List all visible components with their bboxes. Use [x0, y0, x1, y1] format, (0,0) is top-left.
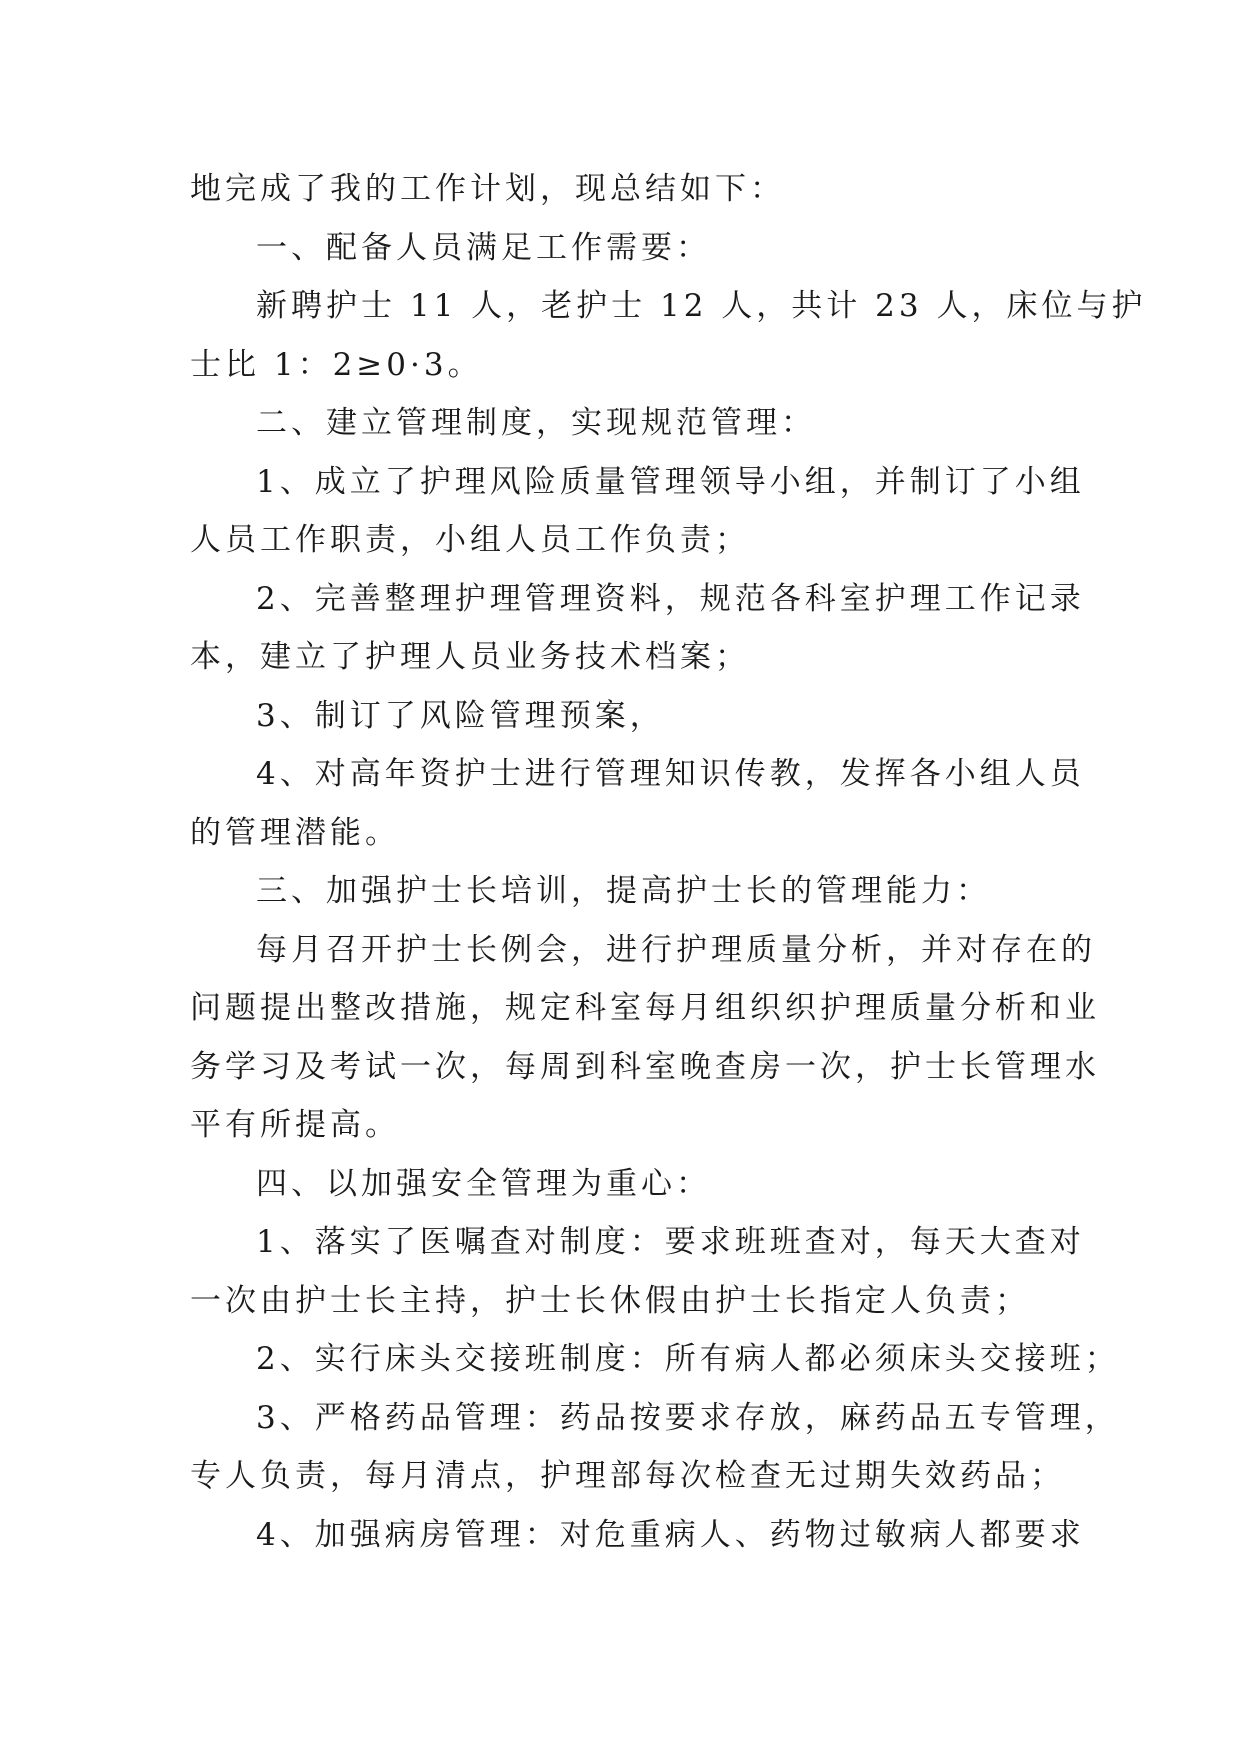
text-line-11: 4、对高年资护士进行管理知识传教，发挥各小组人员	[256, 756, 1085, 792]
text-line-16: 务学习及考试一次，每周到科室晚查房一次，护士长管理水	[190, 1048, 1100, 1085]
text-line-3: 新聘护士 11 人，老护士 12 人，共计 23 人，床位与护	[256, 288, 1147, 324]
text-line-4: 士比 1：2≥0·3。	[190, 346, 483, 383]
text-line-5: 二、建立管理制度，实现规范管理：	[256, 405, 816, 441]
text-line-15: 问题提出整改措施，规定科室每月组织织护理质量分析和业	[190, 990, 1100, 1026]
text-line-1: 地完成了我的工作计划，现总结如下：	[190, 171, 785, 207]
text-line-13: 三、加强护士长培训，提高护士长的管理能力：	[256, 873, 991, 909]
text-line-17: 平有所提高。	[190, 1107, 400, 1143]
text-line-20: 一次由护士长主持，护士长休假由护士长指定人负责；	[190, 1282, 1030, 1319]
document-body	[190, 160, 1147, 1564]
text-line-14: 每月召开护士长例会，进行护理质量分析，并对存在的	[256, 931, 1096, 968]
text-line-19: 1、落实了医嘱查对制度：要求班班查对，每天大查对	[256, 1224, 1085, 1260]
text-line-22: 3、严格药品管理：药品按要求存放，麻药品五专管理，	[256, 1399, 1120, 1436]
text-line-7: 人员工作职责，小组人员工作负责；	[190, 522, 750, 558]
text-line-9: 本，建立了护理人员业务技术档案；	[190, 639, 750, 675]
text-line-23: 专人负责，每月清点，护理部每次检查无过期失效药品；	[190, 1458, 1065, 1494]
text-line-21: 2、实行床头交接班制度：所有病人都必须床头交接班；	[256, 1341, 1120, 1377]
text-line-18: 四、以加强安全管理为重心：	[256, 1165, 711, 1202]
text-line-10: 3、制订了风险管理预案，	[256, 697, 665, 734]
text-line-12: 的管理潜能。	[190, 814, 400, 851]
text-line-6: 1、成立了护理风险质量管理领导小组，并制订了小组	[256, 463, 1085, 500]
text-line-8: 2、完善整理护理管理资料，规范各科室护理工作记录	[256, 580, 1085, 617]
text-line-2: 一、配备人员满足工作需要：	[256, 229, 711, 266]
text-line-24: 4、加强病房管理：对危重病人、药物过敏病人都要求	[256, 1516, 1085, 1553]
